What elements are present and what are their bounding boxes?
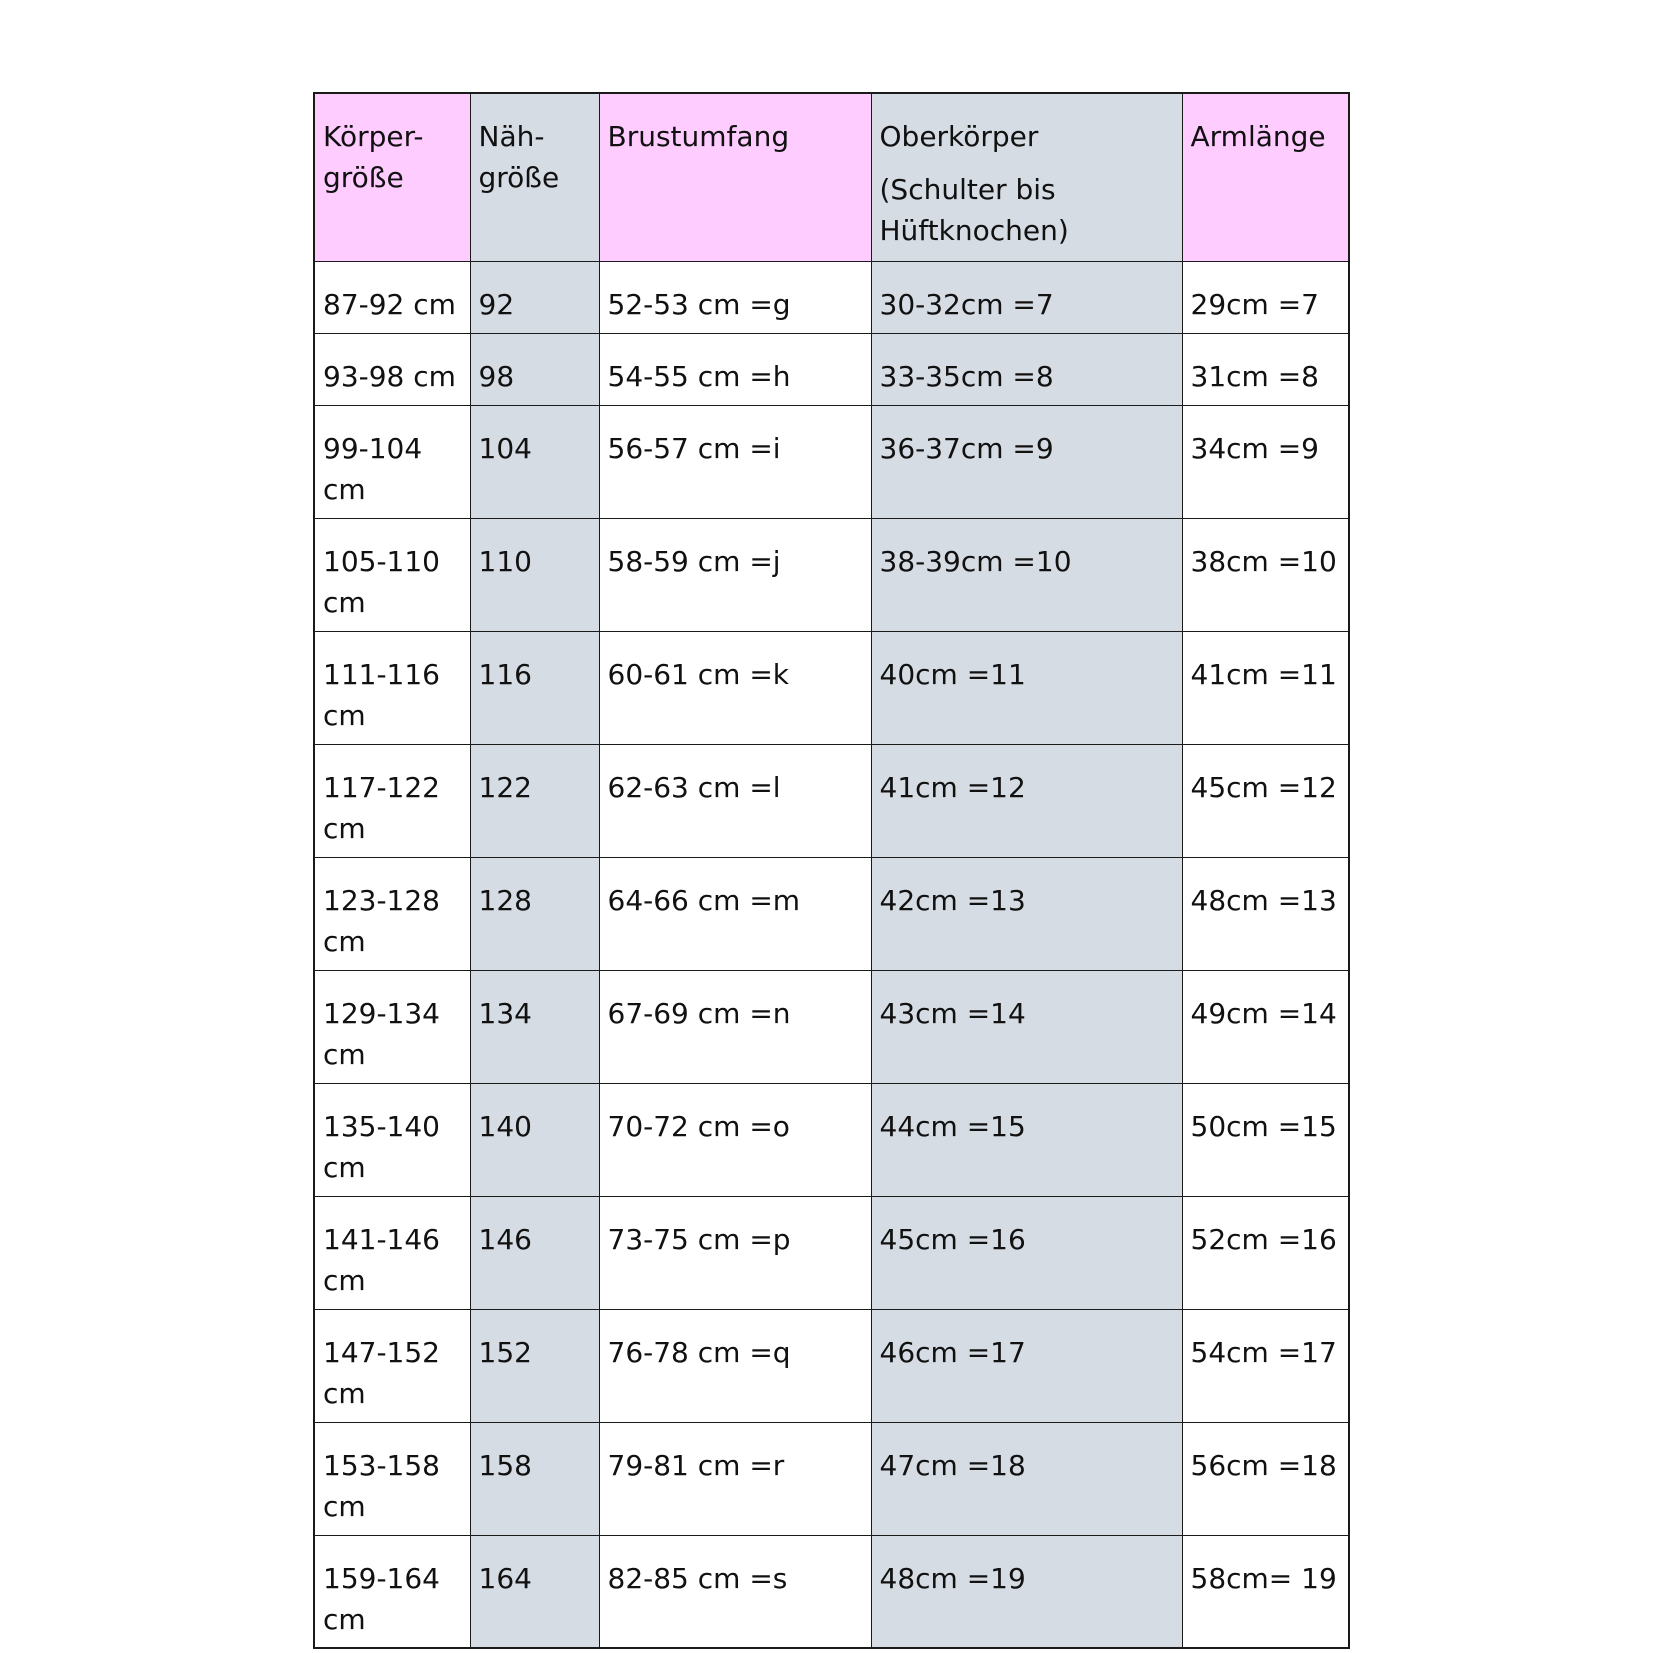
cell-brustumfang: 52-53 cm =g: [599, 261, 871, 333]
cell-oberkoerper: 36-37cm =9: [871, 405, 1182, 518]
cell-brustumfang: 76-78 cm =q: [599, 1309, 871, 1422]
header-oberkoerper: [871, 93, 1182, 261]
cell-oberkoerper: 47cm =18: [871, 1422, 1182, 1535]
cell-oberkoerper: 45cm =16: [871, 1196, 1182, 1309]
cell-brustumfang: 70-72 cm =o: [599, 1083, 871, 1196]
cell-brustumfang: 82-85 cm =s: [599, 1535, 871, 1648]
cell-naehgroesse: 104: [470, 405, 599, 518]
cell-naehgroesse: 134: [470, 970, 599, 1083]
cell-oberkoerper: 41cm =12: [871, 744, 1182, 857]
header-naehgroesse: Näh-größe: [470, 93, 599, 261]
header-koerpergroesse: Körper-größe: [314, 93, 470, 261]
cell-armlaenge: 58cm= 19: [1182, 1535, 1349, 1648]
cell-oberkoerper: 43cm =14: [871, 970, 1182, 1083]
cell-naehgroesse: 98: [470, 333, 599, 405]
cell-armlaenge: 38cm =10: [1182, 518, 1349, 631]
header-oberkoerper-subtitle: (Schulter bis Hüftknochen): [879, 173, 1069, 247]
cell-armlaenge: 41cm =11: [1182, 631, 1349, 744]
cell-koerpergroesse: 117-122 cm: [314, 744, 470, 857]
cell-oberkoerper: 42cm =13: [871, 857, 1182, 970]
cell-oberkoerper: 33-35cm =8: [871, 333, 1182, 405]
table-row: [314, 333, 1349, 405]
cell-koerpergroesse: 105-110 cm: [314, 518, 470, 631]
cell-koerpergroesse: 159-164 cm: [314, 1535, 470, 1648]
table-row: [314, 1422, 1349, 1535]
size-table: [313, 92, 1350, 1649]
cell-armlaenge: 54cm =17: [1182, 1309, 1349, 1422]
cell-armlaenge: 29cm =7: [1182, 261, 1349, 333]
cell-armlaenge: 50cm =15: [1182, 1083, 1349, 1196]
cell-naehgroesse: 152: [470, 1309, 599, 1422]
table-row: [314, 1083, 1349, 1196]
cell-oberkoerper: 30-32cm =7: [871, 261, 1182, 333]
cell-naehgroesse: 110: [470, 518, 599, 631]
cell-oberkoerper: 38-39cm =10: [871, 518, 1182, 631]
cell-armlaenge: 52cm =16: [1182, 1196, 1349, 1309]
table-row: [314, 1535, 1349, 1648]
cell-armlaenge: 48cm =13: [1182, 857, 1349, 970]
cell-naehgroesse: 158: [470, 1422, 599, 1535]
cell-armlaenge: 45cm =12: [1182, 744, 1349, 857]
cell-brustumfang: 56-57 cm =i: [599, 405, 871, 518]
cell-naehgroesse: 164: [470, 1535, 599, 1648]
table-row: [314, 857, 1349, 970]
cell-armlaenge: 34cm =9: [1182, 405, 1349, 518]
header-brustumfang: Brustumfang: [599, 93, 871, 261]
cell-koerpergroesse: 135-140 cm: [314, 1083, 470, 1196]
cell-koerpergroesse: 129-134 cm: [314, 970, 470, 1083]
table-row: [314, 744, 1349, 857]
table-row: [314, 518, 1349, 631]
cell-brustumfang: 58-59 cm =j: [599, 518, 871, 631]
cell-brustumfang: 60-61 cm =k: [599, 631, 871, 744]
header-row: [314, 93, 1349, 261]
header-armlaenge: Armlänge: [1182, 93, 1349, 261]
table-body: [314, 261, 1349, 1648]
cell-armlaenge: 56cm =18: [1182, 1422, 1349, 1535]
cell-brustumfang: 67-69 cm =n: [599, 970, 871, 1083]
cell-armlaenge: 49cm =14: [1182, 970, 1349, 1083]
cell-naehgroesse: 122: [470, 744, 599, 857]
cell-koerpergroesse: 147-152 cm: [314, 1309, 470, 1422]
header-oberkoerper-title: Oberkörper: [879, 120, 1039, 153]
table-row: [314, 261, 1349, 333]
cell-koerpergroesse: 141-146 cm: [314, 1196, 470, 1309]
cell-armlaenge: 31cm =8: [1182, 333, 1349, 405]
table-row: [314, 970, 1349, 1083]
table-row: [314, 1309, 1349, 1422]
cell-brustumfang: 62-63 cm =l: [599, 744, 871, 857]
cell-brustumfang: 79-81 cm =r: [599, 1422, 871, 1535]
cell-brustumfang: 54-55 cm =h: [599, 333, 871, 405]
table-row: [314, 1196, 1349, 1309]
cell-koerpergroesse: 123-128 cm: [314, 857, 470, 970]
table-row: [314, 405, 1349, 518]
cell-naehgroesse: 146: [470, 1196, 599, 1309]
cell-koerpergroesse: 99-104 cm: [314, 405, 470, 518]
cell-brustumfang: 73-75 cm =p: [599, 1196, 871, 1309]
cell-koerpergroesse: 153-158 cm: [314, 1422, 470, 1535]
cell-koerpergroesse: 93-98 cm: [314, 333, 470, 405]
cell-naehgroesse: 140: [470, 1083, 599, 1196]
cell-oberkoerper: 48cm =19: [871, 1535, 1182, 1648]
cell-oberkoerper: 44cm =15: [871, 1083, 1182, 1196]
cell-brustumfang: 64-66 cm =m: [599, 857, 871, 970]
cell-oberkoerper: 40cm =11: [871, 631, 1182, 744]
cell-naehgroesse: 128: [470, 857, 599, 970]
cell-koerpergroesse: 87-92 cm: [314, 261, 470, 333]
cell-oberkoerper: 46cm =17: [871, 1309, 1182, 1422]
cell-koerpergroesse: 111-116 cm: [314, 631, 470, 744]
cell-naehgroesse: 92: [470, 261, 599, 333]
cell-naehgroesse: 116: [470, 631, 599, 744]
table-row: [314, 631, 1349, 744]
